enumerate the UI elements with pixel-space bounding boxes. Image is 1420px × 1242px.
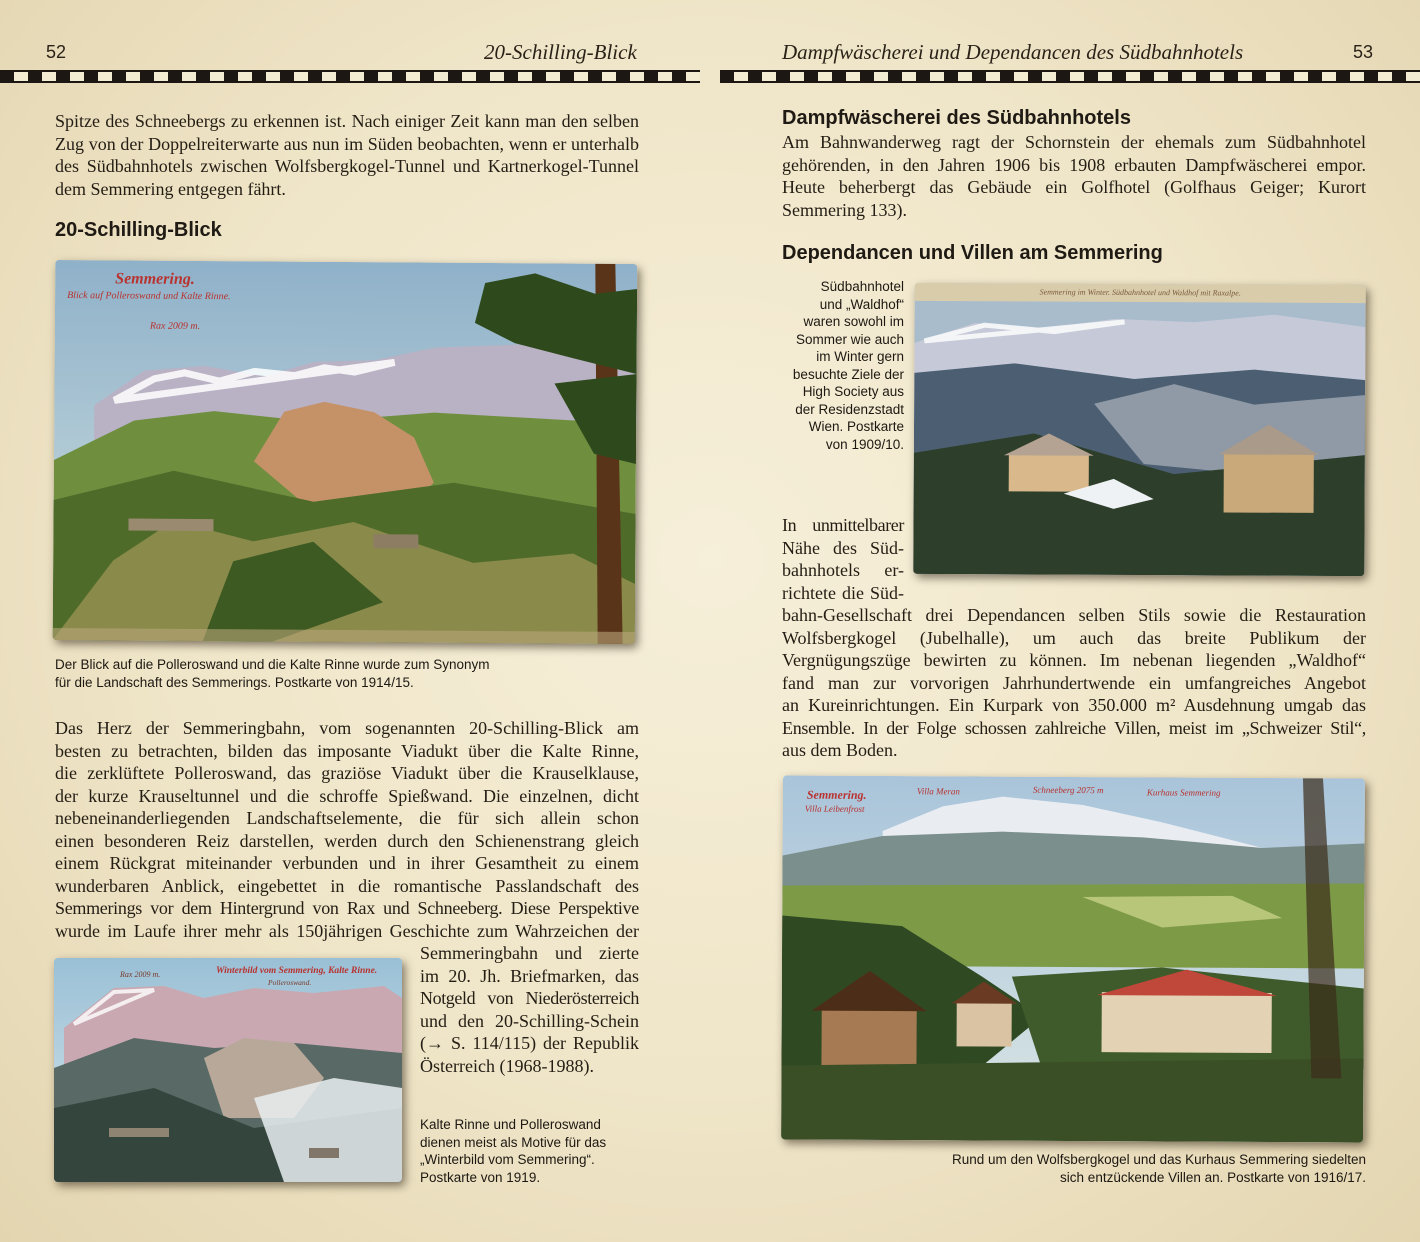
postcard-mountain-label: Rax 2009 m. [149,320,201,332]
photo4-caption [782,1151,1366,1186]
header-rule-right [720,70,1420,83]
postcard-label-villa-meran: Villa Meran [916,786,960,797]
caption-line: und „Waldhof“ [819,296,904,312]
postcard-suedbahnhotel-winter-image [913,283,1366,576]
caption-line: Kalte Rinne und Polleroswand [420,1117,601,1132]
page-number-left: 52 [46,42,67,62]
caption-line: im Winter gern [816,349,904,364]
text-line: einem Rückgrat miteinander verbunden und in ihrer Gesamtheit zu einem [55,853,639,873]
postcard-label-kurhaus: Kurhaus Semmering [1146,787,1221,798]
text-line: besten zu betrachten, bilden das imposante Viadukt über die Kalte Rinne, [55,740,639,761]
text-line: In unmittelbarer [782,515,904,535]
caption-line: dienen meist als Motive für das [420,1134,607,1150]
photo2-caption [420,1116,650,1186]
caption-line: besuchte Ziele der [792,366,904,382]
text-line: Notgeld von Niederösterreich [420,988,639,1008]
text-line: aus dem Boden. [782,740,898,760]
caption-line: „Winterbild vom Semmering“. [420,1152,595,1167]
text-line: an Kureinrichtungen. Ein Kurpark von 350.000 m² Ausdehnung umgab das [782,695,1366,715]
postcard-subtitle: Polleroswand. [268,978,312,987]
body-wrap-text [420,942,639,1077]
postcard-subtitle: Blick auf Polleroswand und Kalte Rinne. [67,290,231,303]
text-line: gehörenden, in den Jahren 1906 bis 1908 erbauten Dampfwäscherei empor. [782,154,1366,175]
text-line: nebeneinanderliegenden Landschaftselemente, die für sich allein schon [55,808,639,828]
caption-line: Sommer wie auch [795,331,904,347]
text-line: fand man zur vorvorigen Jahrhundertwende ein umfangreiches Angebot [782,672,1366,693]
intro-paragraph [55,110,639,200]
text-line: Am Bahnwanderweg ragt der Schornstein der ehemals zum Südbahnhotel [782,132,1366,152]
postcard-label-villa-leibenfrost: Villa Leibenfrost [804,803,865,814]
text-line: Das Herz der Semmeringbahn, vom sogenannten 20-Schilling-Blick am [55,718,639,738]
caption-line: Der Blick auf die Polleroswand und die Kalte Rinne wurde zum Synonym [55,657,490,672]
para-dependancen-wrap [782,514,904,604]
caption-line: Rund um den Wolfsbergkogel und das Kurhaus Semmering siedelten [952,1152,1366,1167]
text-line: Wolfsbergkogel (Jubelhalle), um auch das breite Publikum der [782,627,1366,648]
section-heading-dependancen: Dependancen und Villen am Semmering [782,242,1163,264]
text-line: Österreich (1968-1988). [420,1055,594,1076]
text-line: wurde im Laufe ihrer mehr als 150jährigen Geschichte zum Wahrzeichen der [55,920,639,941]
para-dependancen [782,604,1366,762]
text-line: richtete die Süd- [782,582,904,603]
running-head-right: Dampfwäscherei und Dependancen des Südbahnhotels [782,40,1244,64]
caption-line: der Residenzstadt [795,401,904,417]
postcard-winterbild [54,958,402,1182]
text-line: bahn-Gesellschaft drei Dependancen selben Stils sowie die Restauration [782,605,1366,625]
text-line: der kurze Krauseltunnel und die schroffe Spießwand. Die einzelnen, dicht [55,785,639,806]
postcard-title: Semmering. [806,787,867,802]
section-heading-dampfwaescherei: Dampfwäscherei des Südbahnhotels [782,107,1131,129]
postcard-suedbahnhotel-winter [913,283,1366,576]
photo3-side-caption [770,278,904,453]
postcard-title: Winterbild vom Semmering, Kalte Rinne. [216,966,378,976]
caption-line: Postkarte von 1919. [420,1169,541,1185]
text-line: Zug von der Doppelreiterwarte aus nun im Süden beobachten, wenn er unterhalb [55,133,639,154]
postcard-polleroswand-image [53,260,638,644]
section-heading-20-schilling: 20-Schilling-Blick [55,219,222,241]
text-line: im 20. Jh. Briefmarken, das [420,965,639,986]
text-line: Heute beherbergt das Gebäude ein Golfhotel (Golfhaus Geiger; Kurort [782,177,1366,197]
text-line: Spitze des Schneebergs zu erkennen ist. Nach einiger Zeit kann man den selben [55,111,639,131]
caption-line: Wien. Postkarte [808,419,904,434]
running-head-left: 20-Schilling-Blick [484,40,637,64]
postcard-header: Semmering im Winter. Südbahnhotel und Waldhof mit Raxalpe. [1039,287,1241,298]
caption-line: sich entzückende Villen an. Postkarte von 1916/17. [1060,1169,1366,1185]
text-line: Vergnügungszüge bewirten zu können. Im nebenan liegenden „Waldhof“ [782,650,1366,670]
text-line: Nähe des Süd- [782,537,904,558]
caption-line: High Society aus [802,384,904,399]
text-line: dem Semmering entgegen fährt. [55,178,286,199]
text-line: und den 20-Schilling-Schein [420,1010,639,1031]
text-line: des Südbahnhotels zwischen Wolfsbergkogel-Tunnel und Kartnerkogel-Tunnel [55,156,639,176]
postcard-winterbild-image [54,958,402,1182]
caption-line: von 1909/10. [825,436,904,452]
postcard-kurhaus-semmering [781,775,1365,1142]
postcard-label-schneeberg: Schneeberg 2075 m [1032,784,1104,796]
postcard-mountain-label: Rax 2009 m. [120,970,161,979]
text-line: wunderbaren Anblick, eingebettet in die romantische Passlandschaft des [55,875,639,896]
body-paragraph [55,717,639,942]
para-dampfwaescherei [782,131,1366,221]
text-line: Semmeringbahn und zierte [420,943,639,963]
caption-line: für die Landschaft des Semmerings. Postkarte von 1914/15. [55,674,414,690]
postcard-title: Semmering. [115,270,195,288]
text-line: einen besonderen Reiz darstellen, werden durch den Schienenstrang gleich [55,830,639,851]
page-number-right: 53 [1353,42,1374,62]
text-line: Semmering 133). [782,199,907,220]
text-line: Ensemble. In der Folge schossen zahlreiche Villen, meist im „Schweizer Stil“, [782,717,1366,738]
photo1-caption [55,656,645,691]
text-line: (→ S. 114/115) der Republik [420,1033,639,1053]
text-line: die zerklüftete Polleroswand, das graziöse Viadukt über die Krauselklause, [55,763,639,783]
postcard-polleroswand [53,260,638,644]
caption-line: Südbahnhotel [820,279,904,294]
caption-line: waren sowohl im [803,314,904,329]
header-rule-left [0,70,700,83]
text-line: Semmerings vor dem Hintergrund von Rax und Schneeberg. Diese Perspektive [55,898,639,918]
text-line: bahnhotels er- [782,560,904,580]
postcard-kurhaus-semmering-image [781,775,1365,1142]
